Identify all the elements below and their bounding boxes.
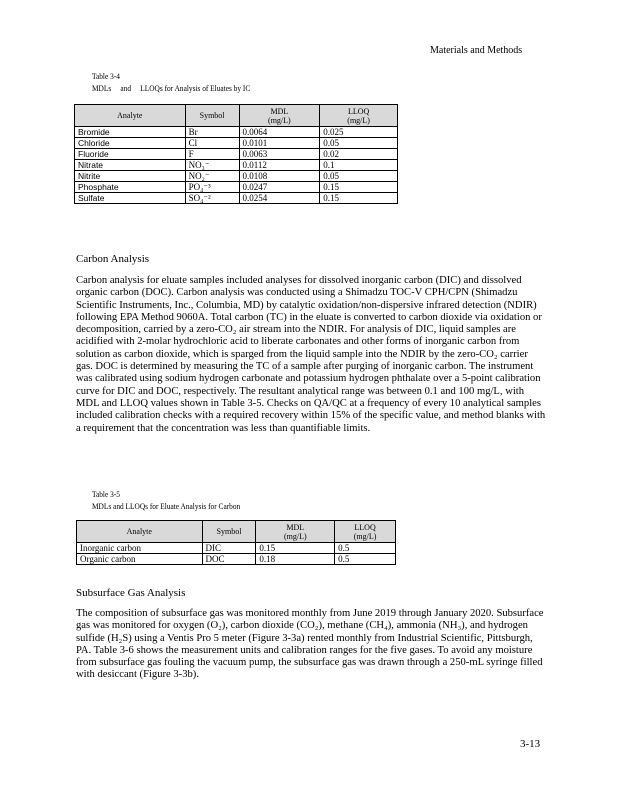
gas-analysis-paragraph: [76, 608, 546, 682]
table2-caption-title: MDLs and LLOQs for Eluate Analysis for Carbon: [92, 502, 241, 511]
table1-caption-title: MDLs and LLOQs for Analysis of Eluates by IC: [92, 84, 251, 93]
cell-lloq: 0.02: [320, 149, 398, 160]
carbon-analysis-heading: Carbon Analysis: [76, 253, 150, 265]
cell-mdl: 0.18: [256, 554, 335, 565]
cell-symbol: DOC: [202, 554, 256, 565]
header-mdl: [239, 105, 320, 127]
cell-analyte: Chloride: [75, 138, 186, 149]
cell-lloq: 0.5: [335, 554, 396, 565]
cell-analyte: Phosphate: [75, 182, 186, 193]
cell-symbol: Cl: [185, 138, 239, 149]
cell-mdl: 0.0064: [239, 127, 320, 138]
table-row: [77, 543, 396, 554]
cell-lloq: 0.05: [320, 171, 398, 182]
lloq-unit: (mg/L): [353, 531, 377, 541]
mdl-label: MDL: [286, 522, 305, 532]
cell-mdl: 0.0247: [239, 182, 320, 193]
cell-lloq: 0.05: [320, 138, 398, 149]
header-analyte: Analyte: [75, 105, 186, 127]
table-row: [75, 171, 398, 182]
cell-lloq: 0.15: [320, 193, 398, 204]
cell-lloq: 0.025: [320, 127, 398, 138]
header-analyte: Analyte: [77, 521, 203, 543]
mdl-unit: (mg/L): [268, 115, 291, 125]
cell-symbol: NO₃⁻: [185, 160, 239, 171]
cell-lloq: 0.5: [335, 543, 396, 554]
cell-symbol: F: [185, 149, 239, 160]
lloq-unit: (mg/L): [347, 115, 370, 125]
carbon-analysis-text: Carbon analysis for eluate samples included analyses for dissolved inorganic carbon (DIC) and dissolved organic carbon (DOC). Carbon analysis was conducted using a Shimadzu TOC-V CPH/CPN (Shimadzu Scientific Instruments, Inc., Columbia, MD) by catalytic oxidation/non-dispersive infrared detection (NDIR) following EPA Method 9060A. Total carbon (TC) in the eluate is converted to carbon dioxide via oxidation or decomposition, carried by a zero-CO₂ air stream into the NDIR. For analysis of DIC, liquid samples are acidified with 2-molar hydrochloric acid to liberate carbonates and other forms of inorganic carbon from solution as carbon dioxide, which is sparged from the liquid sample into the NDIR by the zero-CO₂ carrier gas. DOC is determined by measuring the TC of a sample after purging of inorganic carbon. The instrument was calibrated using sodium hydrogen carbonate and potassium hydrogen phthalate over a 5-point calibration curve for DIC and DOC, respectively. The resultant analytical range was between 0.1 and 100 mg/L, with MDL and LLOQ values shown in Table 3-5. Checks on QA/QC at a frequency of every 10 analytical samples included calibration checks with a required recovery within 15% of the specific value, and method blanks with a requirement that the concentration was less than quantifiable limits.: [76, 275, 546, 434]
header-lloq: [335, 521, 396, 543]
cell-analyte: Nitrate: [75, 160, 186, 171]
cell-lloq: 0.15: [320, 182, 398, 193]
cell-mdl: 0.0112: [239, 160, 320, 171]
cell-mdl: 0.0101: [239, 138, 320, 149]
header-symbol: Symbol: [202, 521, 256, 543]
table-row: [77, 554, 396, 565]
running-header: Materials and Methods: [430, 45, 523, 56]
table-header-row: [77, 521, 396, 543]
lloq-label: LLOQ: [354, 522, 376, 532]
header-mdl: [256, 521, 335, 543]
cell-mdl: 0.15: [256, 543, 335, 554]
table-header-row: [75, 105, 398, 127]
header-lloq: [320, 105, 398, 127]
cell-analyte: Sulfate: [75, 193, 186, 204]
table-row: [75, 149, 398, 160]
header-symbol: Symbol: [185, 105, 239, 127]
cell-symbol: DIC: [202, 543, 256, 554]
table-row: [75, 193, 398, 204]
cell-mdl: 0.0254: [239, 193, 320, 204]
mdl-label: MDL: [270, 106, 289, 116]
table-mdl-lloq-carbon: [76, 520, 396, 565]
table-row: [75, 138, 398, 149]
cell-symbol: PO₄⁻³: [185, 182, 239, 193]
cell-symbol: NO₂⁻: [185, 171, 239, 182]
page-number: 3-13: [520, 738, 541, 750]
cell-mdl: 0.0063: [239, 149, 320, 160]
cell-mdl: 0.0108: [239, 171, 320, 182]
carbon-analysis-paragraph: [76, 275, 546, 435]
table-row: [75, 160, 398, 171]
cell-analyte: Inorganic carbon: [77, 543, 203, 554]
gas-analysis-heading: Subsurface Gas Analysis: [76, 587, 186, 599]
table2-caption-number: Table 3-5: [92, 490, 120, 499]
lloq-label: LLOQ: [347, 106, 370, 116]
table-row: [75, 127, 398, 138]
cell-analyte: Nitrite: [75, 171, 186, 182]
cell-analyte: Bromide: [75, 127, 186, 138]
mdl-unit: (mg/L): [283, 531, 307, 541]
table-row: [75, 182, 398, 193]
cell-symbol: Br: [185, 127, 239, 138]
cell-analyte: Fluoride: [75, 149, 186, 160]
table-mdl-lloq-ic: [74, 104, 398, 204]
gas-analysis-text: The composition of subsurface gas was monitored monthly from June 2019 through January 2020. Subsurface gas was monitored for oxygen (O₂), carbon dioxide (CO₂), methane (CH₄), ammonia (NH₃), and hydrogen sulfide (H₂S) using a Ventis Pro 5 meter (Figure 3-3a) rented monthly from Industrial Scientific, Pittsburgh, PA. Table 3-6 shows the measurement units and calibration ranges for the five gases. To avoid any moisture from subsurface gas fouling the vacuum pump, the subsurface gas was drawn through a 250-mL syringe filled with desiccant (Figure 3-3b).: [76, 608, 544, 681]
cell-lloq: 0.1: [320, 160, 398, 171]
cell-analyte: Organic carbon: [77, 554, 203, 565]
cell-symbol: SO₄⁻²: [185, 193, 239, 204]
table1-caption-number: Table 3-4: [92, 72, 120, 81]
